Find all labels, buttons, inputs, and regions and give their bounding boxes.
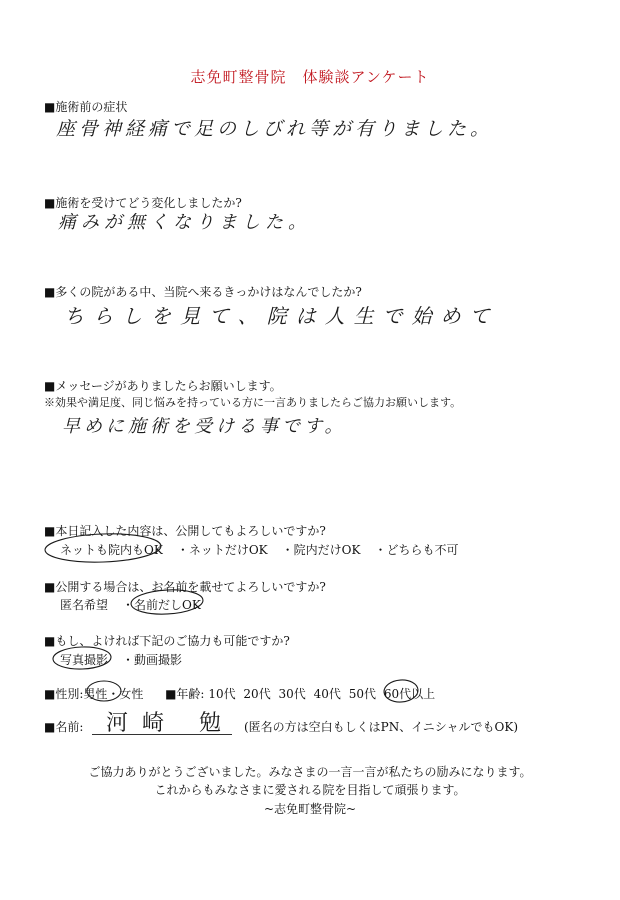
q7-label: ■もし、よければ下記のご協力も可能ですか? (44, 634, 290, 648)
q1-answer: 座骨神経痛で足のしびれ等が有りました。 (56, 118, 494, 140)
name-value[interactable]: 河崎 勉 (106, 711, 235, 736)
q5-option-neither[interactable]: どちらも不可 (386, 543, 459, 557)
q6-option-name-ok[interactable]: 名前だしOK (134, 598, 201, 612)
q7-options: 写真撮影 ・動画撮影 (60, 653, 183, 667)
q4-label: ■メッセージがありましたらお願いします。 (44, 379, 282, 393)
q6-options: 匿名希望 ・名前だしOK (60, 598, 201, 612)
profile-row: ■性別:男性・女性 ■年齢: 10代 20代 30代 40代 50代 60代以上 (44, 687, 436, 701)
name-label: ■名前: (44, 720, 84, 734)
q1-label: ■施術前の症状 (44, 100, 128, 114)
q5-options: ネットも院内もOK ・ネットだけOK ・院内だけOK ・どちらも不可 (60, 543, 459, 557)
age-label: ■年齢: (165, 687, 205, 701)
age-option-30s[interactable]: 30代 (278, 687, 306, 701)
survey-title: 志免町整骨院 体験談アンケート (190, 68, 430, 86)
q3-label: ■多くの院がある中、当院へ来るきっかけはなんでしたか? (44, 285, 362, 299)
age-option-20s[interactable]: 20代 (243, 687, 271, 701)
q7-option-photo[interactable]: 写真撮影 (60, 653, 109, 667)
name-note: (匿名の方は空白もしくはPN、イニシャルでもOK) (244, 720, 519, 734)
q5-option-clinic-only[interactable]: 院内だけOK (293, 543, 361, 557)
q4-answer: 早めに施術を受ける事です。 (62, 416, 347, 437)
q6-option-anonymous[interactable]: 匿名希望 (60, 598, 109, 612)
gender-option-male[interactable]: 男性 (83, 687, 108, 701)
q5-label: ■本日記入した内容は、公開してもよろしいですか? (44, 524, 326, 538)
age-option-10s[interactable]: 10代 (208, 687, 236, 701)
footer-promise: これからもみなさまに愛される院を目指して頑張ります。 (154, 783, 466, 797)
footer-thanks: ご協力ありがとうございました。みなさまの一言一言が私たちの励みになります。 (88, 765, 532, 779)
age-option-60s-plus[interactable]: 60代以上 (383, 687, 436, 701)
footer-clinic-name: ~志免町整骨院~ (263, 802, 357, 816)
gender-option-female[interactable]: 女性 (119, 687, 144, 701)
q7-option-video[interactable]: 動画撮影 (134, 653, 183, 667)
q4-note: ※効果や満足度、同じ悩みを持っている方に一言ありましたらご協力お願いします。 (44, 396, 462, 409)
name-underline (92, 734, 232, 735)
q5-option-net-only[interactable]: ネットだけOK (188, 543, 268, 557)
age-option-50s[interactable]: 50代 (348, 687, 377, 701)
q6-label: ■公開する場合は、お名前を載せてよろしいですか? (44, 580, 326, 594)
age-option-40s[interactable]: 40代 (313, 687, 341, 701)
q3-answer: ちらしを見て、院は人生で始めて (64, 304, 499, 328)
q2-answer: 痛みが無くなりました。 (58, 212, 311, 233)
q2-label: ■施術を受けてどう変化しましたか? (44, 196, 242, 210)
q5-option-both[interactable]: ネットも院内もOK (60, 543, 163, 557)
gender-label: ■性別: (44, 687, 84, 701)
